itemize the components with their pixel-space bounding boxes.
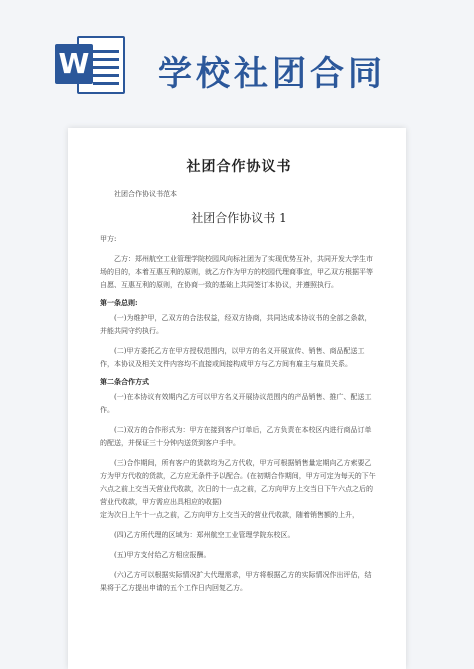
section-2-paragraph-2: (二)双方的合作形式为：甲方在接到客户订单后，乙方负责在本校区内进行商品订单的配送，并保证三十分钟内送货到客户手中。: [100, 426, 372, 447]
word-icon-letter: W: [55, 44, 93, 84]
section-2-paragraph-3: (三)合作期间，所有客户的货款均为乙方代收，甲方可根据销售量定期向乙方索要乙方为甲方代收的货款，乙方应无条件予以配合。(在初期合作期间，甲方可定为每天的下午六点之前上交当天营业代收款，次日的十一点之前，乙方向甲方上交当日下午六点之后的营业代收款，甲方需应出具相应的收据): [100, 459, 376, 506]
banner: [0, 0, 474, 120]
word-icon: [55, 36, 125, 94]
document-title: 社团合作协议书: [186, 159, 292, 175]
document-page: [68, 128, 406, 669]
banner-title: 学校社团合同: [158, 54, 386, 94]
section-2-paragraph-3-extra: 定为次日上午十一点之前，乙方向甲方上交当天的营业代收款，随着销售额的上升，: [100, 511, 359, 519]
section-1-paragraph-1: (一)为维护甲，乙双方的合法权益，经双方协商，共同达成本协议书的全部之条款，并能共同守约执行。: [100, 314, 372, 335]
intro-paragraph: 乙方：郑州航空工业管理学院校园风向标社团为了实现优势互补，共同开发大学生市场的目的，本着互惠互利的原则，就乙方作为甲方的校园代理商事宜，甲乙双方根据平等自愿、互惠互利的原则，在协商一致的基础上共同签订本协议，并遵照执行。: [100, 255, 373, 289]
document-heading: 社团合作协议书 1: [191, 211, 287, 225]
section-2-paragraph-4: (四)乙方所代理的区域为：郑州航空工业管理学院东校区。: [114, 531, 295, 539]
section-1-paragraph-2: (二)甲方委托乙方在甲方授权范围内，以甲方的名义开展宣传、销售、商品配送工作，本协议及相关文件内容均不直接或间接构成甲方与乙方间有雇主与雇员关系。: [100, 347, 365, 368]
section-2-paragraph-5: (五)甲方支付给乙方相应报酬。: [114, 551, 211, 559]
section-2-paragraph-1: (一)在本协议有效期内乙方可以甲方名义开展协议范围内的产品销售、推广、配送工作。: [100, 393, 372, 414]
document-subtitle: 社团合作协议书范本: [114, 190, 177, 198]
section-2-paragraph-6: (六)乙方可以根据实际情况扩大代理需求，甲方将根据乙方的实际情况作出评估，结果将于乙方提出申请的五个工作日内回复乙方。: [100, 571, 372, 592]
section-1-title: 第一条总则:: [100, 298, 138, 307]
section-2-title: 第二条合作方式: [100, 377, 149, 386]
party-a-label: 甲方:: [100, 235, 117, 243]
